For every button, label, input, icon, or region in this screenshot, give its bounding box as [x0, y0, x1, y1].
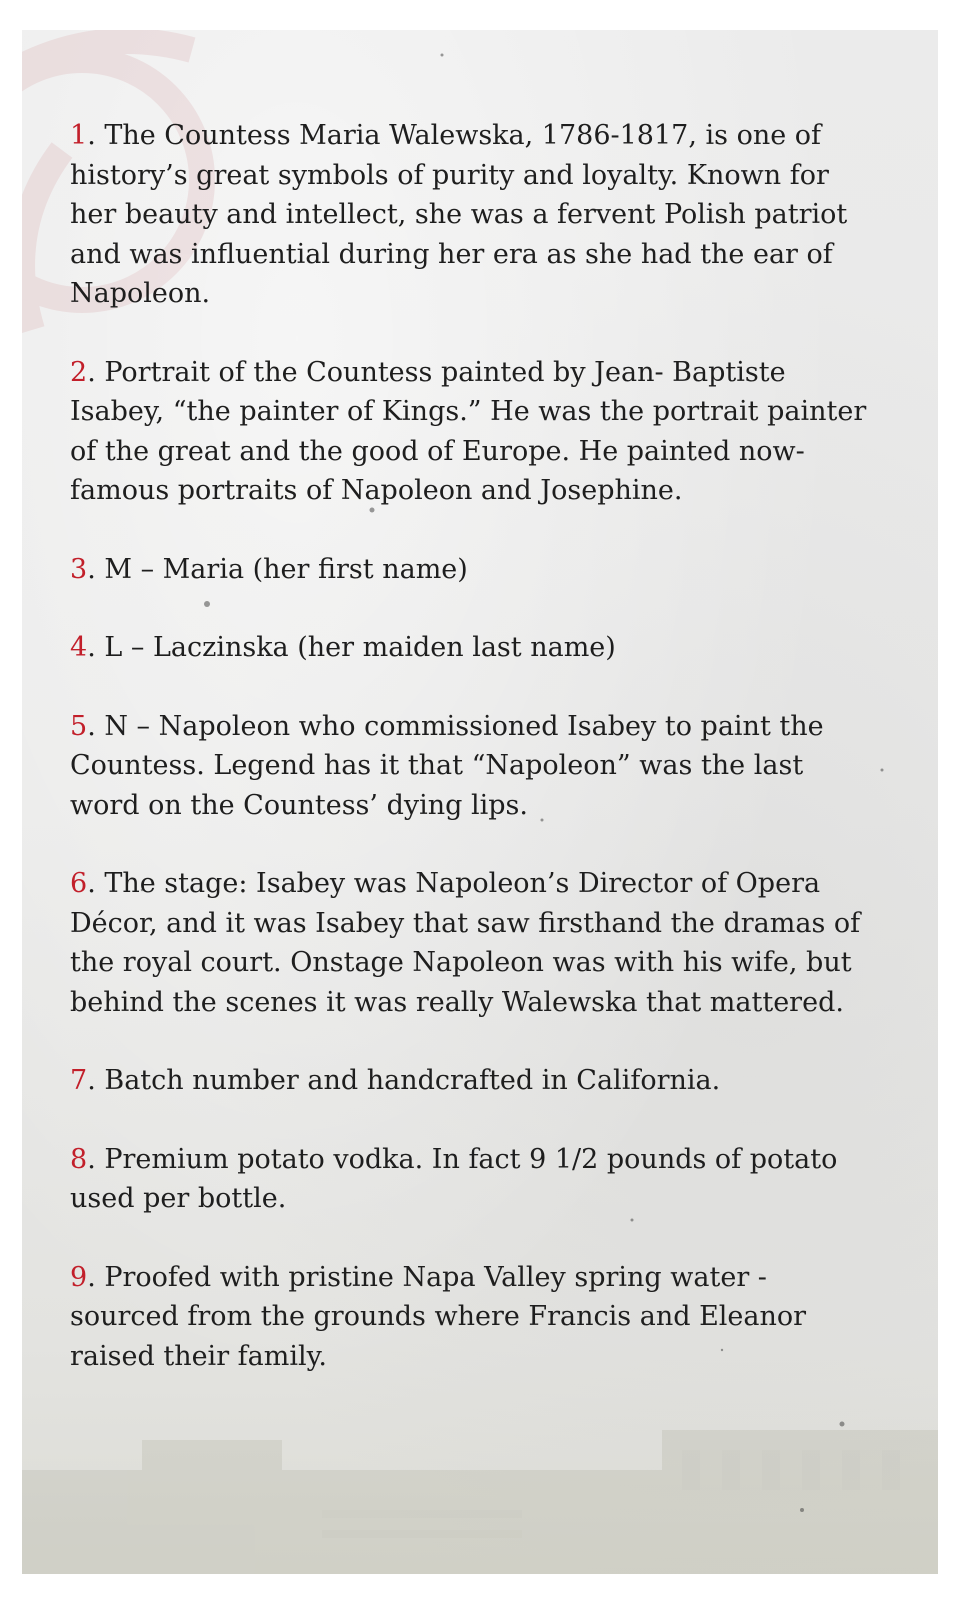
note-item-2: [70, 353, 880, 511]
note-text: . M – Maria (her first name): [87, 553, 468, 585]
faded-building-illustration: [22, 1430, 938, 1574]
note-item-8: [70, 1140, 880, 1219]
note-text: . The stage: Isabey was Napoleon’s Director of Opera Décor, and it was Isabey that saw firsthand the dramas of the royal court. Onstage Napoleon was with his wife, but behind the scenes it was really Walewska that mattered.: [70, 868, 861, 1018]
note-text: . Premium potato vodka. In fact 9 1/2 pounds of potato used per bottle.: [70, 1143, 838, 1214]
note-item-4: [70, 628, 880, 668]
note-text: . Batch number and handcrafted in California.: [87, 1065, 721, 1096]
note-item-6: [70, 864, 880, 1022]
note-text: . N – Napoleon who commissioned Isabey to paint the Countess. Legend has it that “Napoleon” was the last word on the Countess’ dying lips.: [70, 710, 824, 821]
note-number: 9: [70, 1261, 88, 1293]
note-item-1: [70, 116, 880, 314]
note-number: 5: [70, 710, 88, 742]
note-number: 8: [70, 1143, 88, 1175]
note-number: 3: [70, 553, 88, 585]
note-text: . Portrait of the Countess painted by Jean- Baptiste Isabey, “the painter of Kings.” He was the portrait painter of the great and the good of Europe. He painted now-famous portraits of Napoleon and Josephine.: [70, 356, 867, 506]
paper-card: [22, 30, 938, 1574]
numbered-notes-list: [70, 116, 880, 1415]
note-number: 6: [70, 868, 88, 899]
note-number: 2: [70, 356, 88, 388]
note-item-3: [70, 550, 880, 590]
note-item-7: [70, 1061, 880, 1101]
note-text: . The Countess Maria Walewska, 1786-1817, is one of history’s great symbols of purity and loyalty. Known for her beauty and intellect, she was a fervent Polish patriot and was influential during her era as she had the ear of Napoleon.: [70, 120, 848, 309]
note-number: 7: [70, 1065, 88, 1096]
note-text: . Proofed with pristine Napa Valley spring water - sourced from the grounds where Francis and Eleanor raised their family.: [70, 1261, 807, 1372]
note-number: 4: [70, 632, 88, 663]
note-item-9: [70, 1258, 880, 1377]
note-number: 1: [70, 120, 88, 151]
note-text: . L – Laczinska (her maiden last name): [87, 632, 616, 663]
note-item-5: [70, 707, 880, 826]
